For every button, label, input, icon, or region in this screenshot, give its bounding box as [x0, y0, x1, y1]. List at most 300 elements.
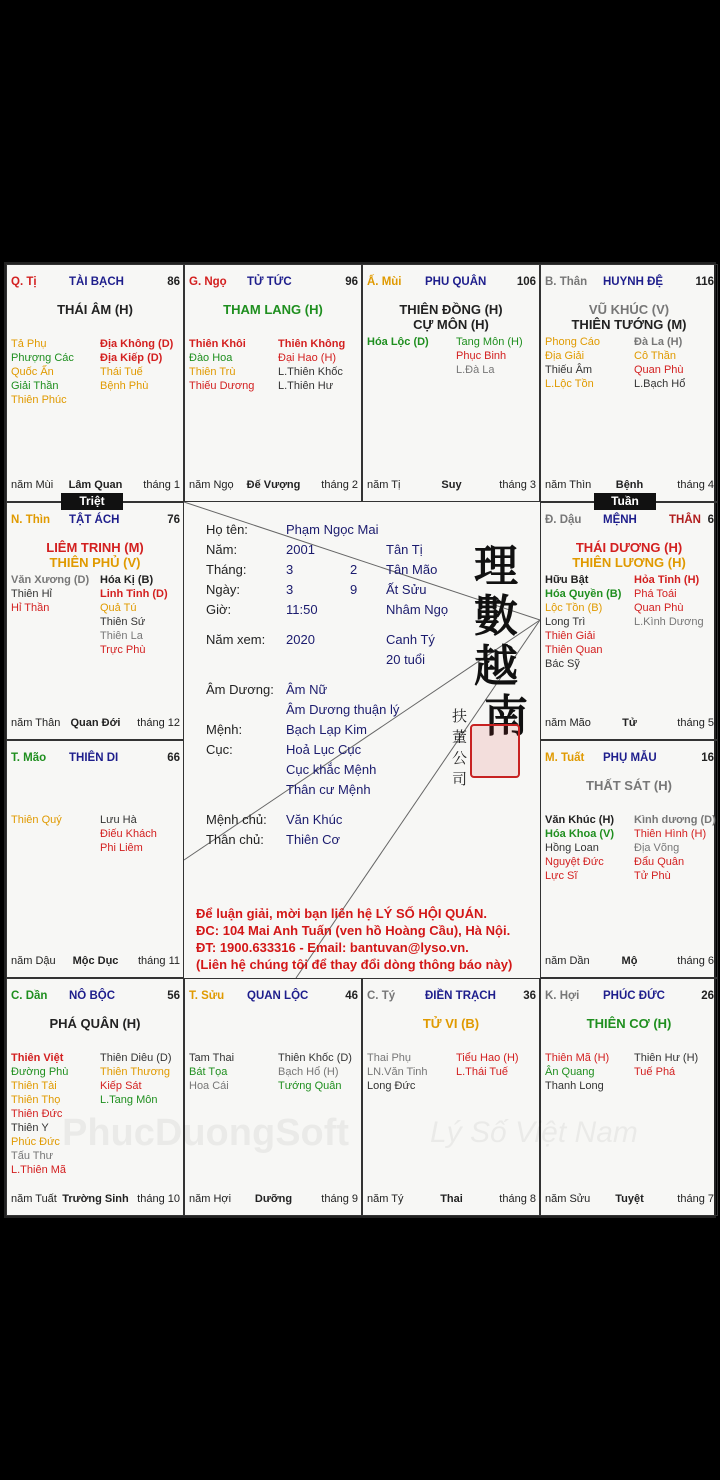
footer-stage: Suy: [441, 479, 462, 491]
main-stars: [185, 302, 361, 317]
minor-star: L.Đà La: [456, 364, 495, 376]
palace-header: [367, 990, 536, 1004]
palace-number: 56: [167, 990, 180, 1002]
palace-footer: [11, 1193, 180, 1207]
notice-line-2: ĐC: 104 Mai Anh Tuấn (ven hồ Hoàng Cầu), Hà Nội.: [196, 923, 511, 938]
palace-header: [189, 990, 358, 1004]
main-stars: [7, 302, 183, 317]
minor-star: Thiên Diêu (D): [100, 1052, 172, 1064]
notice-line-4: (Liên hệ chúng tôi để thay đổi dòng thông báo này): [196, 957, 513, 972]
footer-month: tháng 3: [499, 479, 536, 491]
footer-month: tháng 2: [321, 479, 358, 491]
minor-stars-right: [100, 813, 184, 855]
calligraphy-char-1: 理: [474, 541, 518, 592]
minor-stars-left: [367, 1051, 457, 1093]
nam-can: Tân Tị: [386, 542, 423, 557]
palace-name: MỆNH: [603, 514, 637, 526]
palace-cell-hoi: [540, 978, 718, 1216]
minor-stars-left: [189, 1051, 279, 1093]
palace-than-label: THÂN: [669, 514, 701, 526]
palace-footer: [545, 1193, 714, 1207]
minor-star: Thiên Mã (H): [545, 1052, 610, 1064]
minor-star: Địa Kiếp (D): [100, 352, 163, 364]
minor-star: Thanh Long: [545, 1080, 604, 1092]
palace-name: PHỤ MẪU: [603, 752, 657, 764]
minor-star: L.Tang Môn: [100, 1094, 158, 1106]
palace-number: 66: [167, 752, 180, 764]
minor-star: Kình dương (D): [634, 814, 716, 826]
cuc-value-2: Cục khắc Mệnh: [286, 762, 377, 777]
cuc-label: Cục:: [206, 742, 233, 757]
namxem-can: Canh Tý: [386, 632, 435, 647]
footer-stage: Trường Sinh: [62, 1193, 129, 1205]
notice-line-1: Để luận giải, mời bạn liên hệ LÝ SỐ HỘI QUÁN.: [196, 906, 487, 921]
minor-star: L.Lộc Tồn: [545, 378, 594, 390]
thang-value: 3: [286, 562, 294, 577]
minor-star: Cô Thần: [634, 350, 676, 362]
minor-star: Nguyệt Đức: [545, 856, 604, 868]
palace-cell-ngo: [184, 264, 362, 502]
palace-header: [545, 990, 714, 1004]
minor-star: Thiên Y: [11, 1122, 49, 1134]
calligraphy-char-3: 越: [474, 641, 518, 692]
thang-label: Tháng:: [206, 562, 247, 577]
triet-tag: Triệt: [61, 493, 123, 510]
minor-stars-right: [634, 1051, 718, 1079]
namxem-label: Năm xem:: [206, 632, 266, 647]
minor-star: Đà La (H): [634, 336, 683, 348]
minor-star: Đường Phù: [11, 1066, 69, 1078]
palace-footer: [189, 479, 358, 493]
minor-stars-right: [456, 335, 540, 377]
namxem-value: 2020: [286, 632, 315, 647]
small-calligraphy: [452, 706, 468, 790]
minor-star: Quan Phù: [634, 602, 684, 614]
palace-number: 6: [707, 514, 714, 526]
minor-star: Quốc Ấn: [11, 366, 54, 378]
minor-stars-left: [367, 335, 457, 349]
palace-number: 16: [701, 752, 714, 764]
minor-star: Địa Không (D): [100, 338, 174, 350]
footer-stage: Tuyệt: [615, 1193, 644, 1205]
nam-label: Năm:: [206, 542, 238, 557]
minor-star: Thiên Phúc: [11, 394, 67, 406]
footer-month: tháng 4: [677, 479, 714, 491]
minor-star: Hỏa Tinh (H): [634, 574, 700, 586]
minor-stars-left: [545, 813, 635, 883]
tuoi-value: 20 tuổi: [386, 652, 426, 667]
ho-ten-label: Họ tên:: [206, 522, 248, 537]
main-stars: [541, 302, 717, 332]
watermark-right: Lý Số Việt Nam: [430, 1116, 638, 1149]
main-star: LIÊM TRINH (M): [46, 540, 144, 555]
footer-month: tháng 1: [143, 479, 180, 491]
palace-position: T. Sửu: [189, 990, 225, 1002]
palace-number: 86: [167, 276, 180, 288]
palace-header: [545, 752, 714, 766]
footer-month: tháng 7: [677, 1193, 714, 1205]
palace-position: C. Dần: [11, 990, 48, 1002]
palace-position: K. Hợi: [545, 990, 580, 1002]
minor-stars-right: [634, 813, 718, 883]
menhchu-value: Văn Khúc: [286, 812, 343, 827]
footer-stage: Dưỡng: [254, 1193, 293, 1205]
footer-year: năm Thân: [11, 717, 61, 729]
minor-star: Địa Võng: [634, 842, 680, 854]
minor-stars-right: [100, 573, 184, 657]
ho-ten-value: Phạm Ngọc Mai: [286, 522, 379, 537]
main-star: THẤT SÁT (H): [586, 778, 672, 793]
palace-header: [11, 990, 180, 1004]
minor-stars-right: [456, 1051, 540, 1079]
footer-stage: Bệnh: [615, 479, 644, 491]
minor-stars-left: [189, 337, 279, 393]
palace-position: B. Thân: [545, 276, 588, 288]
minor-star: Thiên Trù: [189, 366, 236, 378]
palace-position: N. Thìn: [11, 514, 50, 526]
ngay-can: Ất Sửu: [386, 582, 427, 597]
minor-star: Tang Môn (H): [456, 336, 523, 348]
minor-star: Thiếu Dương: [189, 380, 255, 392]
gio-label: Giờ:: [206, 602, 232, 617]
palace-footer: [367, 1193, 536, 1207]
palace-name: TÀI BẠCH: [69, 276, 124, 288]
palace-header: [189, 276, 358, 290]
footer-month: tháng 6: [677, 955, 714, 967]
minor-star: Thiên Sứ: [100, 616, 146, 628]
minor-star: LN.Văn Tinh: [367, 1066, 428, 1078]
minor-star: Tuế Phá: [634, 1066, 676, 1078]
palace-name: NÔ BỘC: [69, 990, 115, 1002]
palace-header: [11, 752, 180, 766]
footer-month: tháng 8: [499, 1193, 536, 1205]
minor-star: Thai Phụ: [367, 1052, 412, 1064]
palace-position: M. Tuất: [545, 752, 585, 764]
minor-star: Lộc Tồn (B): [545, 602, 603, 614]
main-stars: [541, 540, 717, 570]
palace-footer: [11, 717, 180, 731]
main-star: THIÊN ĐỒNG (H): [399, 302, 503, 317]
footer-stage: Đế Vượng: [246, 479, 301, 491]
ngay-am: 9: [350, 582, 358, 597]
small-calligraphy-char: 董: [452, 728, 468, 746]
minor-star: Phúc Đức: [11, 1136, 60, 1148]
palace-cell-than_c: [540, 264, 718, 502]
minor-star: Tam Thai: [189, 1052, 235, 1064]
minor-star: Hoa Cái: [189, 1080, 229, 1092]
minor-star: Quan Phù: [634, 364, 684, 376]
palace-number: 46: [345, 990, 358, 1002]
footer-stage: Lâm Quan: [68, 479, 123, 491]
thang-am: 2: [350, 562, 358, 577]
main-stars: [541, 778, 717, 793]
palace-position: G. Ngọ: [189, 276, 227, 288]
palace-footer: [545, 717, 714, 731]
palace-name: QUAN LỘC: [247, 990, 309, 1002]
center-info-panel: [184, 502, 540, 978]
minor-star: Bạch Hổ (H): [278, 1066, 339, 1078]
menh-label: Mệnh:: [206, 722, 243, 737]
cuc-value: Hoả Lục Cục: [286, 742, 362, 757]
cuc-value-3: Thân cư Mệnh: [286, 782, 371, 797]
calligraphy-char-2: 數: [474, 591, 518, 642]
palace-footer: [367, 479, 536, 493]
minor-stars-right: [278, 1051, 362, 1093]
minor-star: Bệnh Phù: [100, 380, 149, 392]
minor-stars-right: [634, 335, 718, 391]
minor-star: Đại Hao (H): [278, 352, 337, 364]
minor-star: Quả Tú: [100, 602, 137, 614]
minor-star: Thiên Khốc (D): [278, 1052, 352, 1064]
minor-star: L.Kình Dương: [634, 616, 704, 628]
palace-name: HUYNH ĐỆ: [603, 276, 664, 288]
footer-month: tháng 12: [137, 717, 180, 729]
minor-star: Hữu Bật: [545, 574, 589, 586]
footer-month: tháng 11: [137, 955, 180, 967]
minor-star: Thiên Khôi: [189, 338, 246, 350]
minor-star: Trực Phù: [100, 644, 146, 656]
thang-can: Tân Mão: [386, 562, 438, 577]
minor-star: Hỉ Thần: [11, 602, 50, 614]
main-star: THÁI ÂM (H): [57, 302, 133, 317]
palace-number: 76: [167, 514, 180, 526]
minor-stars-left: [11, 573, 101, 615]
minor-star: Địa Giải: [545, 350, 585, 362]
minor-star: Hóa Lộc (D): [367, 336, 429, 348]
palace-cell-dan: [6, 978, 184, 1216]
minor-star: Điếu Khách: [100, 828, 157, 840]
minor-star: Phục Binh: [456, 350, 507, 362]
main-star: CỰ MÔN (H): [413, 317, 489, 332]
minor-star: Thiên Đức: [11, 1108, 63, 1120]
minor-star: Thiên Hỉ: [11, 588, 52, 600]
minor-stars-right: [278, 337, 362, 393]
minor-star: Thiên Tài: [11, 1080, 57, 1092]
footer-year: năm Dần: [545, 955, 590, 967]
minor-star: Thiên Hư (H): [634, 1052, 699, 1064]
ngay-value: 3: [286, 582, 294, 597]
minor-star: Văn Khúc (H): [545, 814, 615, 826]
minor-star: Hóa Khoa (V): [545, 828, 615, 840]
amduong-label: Âm Dương:: [206, 682, 274, 697]
palace-name: PHU QUÂN: [425, 276, 487, 288]
footer-month: tháng 5: [677, 717, 714, 729]
minor-stars-left: [545, 335, 635, 391]
palace-cell-thin: [6, 502, 184, 740]
minor-star: L.Thiên Hư: [278, 380, 334, 392]
palace-header: [545, 514, 714, 528]
palace-position: Đ. Dậu: [545, 514, 582, 526]
footer-year: năm Sửu: [545, 1193, 591, 1205]
palace-footer: [189, 1193, 358, 1207]
minor-star: Linh Tinh (D): [100, 588, 168, 600]
footer-year: năm Hợi: [189, 1193, 232, 1205]
gio-can: Nhâm Ngọ: [386, 602, 449, 617]
amduong-value: Âm Nữ: [286, 682, 328, 697]
tuan-tag: Tuần: [594, 493, 656, 510]
small-calligraphy-char: 扶: [452, 707, 468, 725]
amduong-value-2: Âm Dương thuận lý: [286, 702, 400, 717]
minor-stars-left: [11, 337, 101, 407]
minor-star: Tấu Thư: [11, 1150, 54, 1162]
minor-star: L.Bạch Hổ: [634, 378, 686, 390]
minor-star: Kiếp Sát: [100, 1080, 142, 1092]
palace-name: PHÚC ĐỨC: [603, 990, 665, 1002]
palace-position: T. Mão: [11, 752, 47, 764]
footer-month: tháng 10: [137, 1193, 180, 1205]
footer-year: năm Mão: [545, 717, 591, 729]
footer-stage: Thai: [440, 1193, 463, 1205]
minor-star: Tiểu Hao (H): [456, 1052, 519, 1064]
minor-star: Phi Liêm: [100, 842, 143, 854]
minor-star: Tả Phụ: [11, 338, 47, 350]
footer-year: năm Tị: [367, 479, 401, 491]
minor-star: Thiên La: [100, 630, 143, 642]
main-star: VŨ KHÚC (V): [588, 302, 670, 317]
minor-star: Hóa Quyền (B): [545, 588, 622, 600]
minor-star: Bác Sỹ: [545, 658, 580, 670]
main-stars: [7, 1016, 183, 1031]
nam-value: 2001: [286, 542, 315, 557]
palace-number: 96: [345, 276, 358, 288]
palace-header: [11, 514, 180, 528]
gio-value: 11:50: [286, 602, 318, 617]
minor-star: Long Đức: [367, 1080, 416, 1092]
minor-stars-left: [11, 813, 101, 827]
notice-line-3: ĐT: 1900.633316 - Email: bantuvan@lyso.vn.: [196, 940, 469, 955]
minor-star: Phượng Các: [11, 352, 74, 364]
main-star: THIÊN PHỦ (V): [49, 555, 141, 570]
minor-star: L.Thiên Mã: [11, 1164, 67, 1176]
thanchu-label: Thân chủ:: [206, 832, 264, 847]
minor-star: L.Thái Tuế: [456, 1066, 508, 1078]
minor-star: Lực Sĩ: [545, 870, 578, 882]
minor-stars-left: [545, 573, 635, 671]
palace-number: 106: [516, 276, 536, 288]
minor-star: Đào Hoa: [189, 352, 233, 364]
minor-star: Thiên Quý: [11, 814, 62, 826]
footer-year: năm Dậu: [11, 955, 56, 967]
main-star: THIÊN CƠ (H): [586, 1016, 672, 1031]
palace-position: Q. Tị: [11, 276, 37, 288]
main-star: THÁI DƯƠNG (H): [575, 540, 683, 555]
palace-cell-tuat: [540, 740, 718, 978]
palace-cell-suu: [184, 978, 362, 1216]
main-star: THIÊN TƯỚNG (M): [571, 317, 687, 332]
footer-stage: Mộc Dục: [72, 955, 119, 967]
red-seal-stamp: [470, 724, 520, 778]
palace-name: THIÊN DI: [69, 752, 119, 764]
ngay-label: Ngày:: [206, 582, 240, 597]
palace-name: ĐIỀN TRẠCH: [425, 990, 496, 1002]
minor-star: Thái Tuế: [100, 366, 143, 378]
minor-stars-left: [545, 1051, 635, 1093]
palace-position: C. Tý: [367, 990, 396, 1002]
minor-star: Bát Tọa: [189, 1066, 228, 1078]
minor-star: Thiên Việt: [11, 1052, 64, 1064]
palace-name: TẬT ÁCH: [69, 514, 120, 526]
minor-star: Phong Cáo: [545, 336, 601, 348]
palace-footer: [11, 955, 180, 969]
minor-star: Long Trì: [545, 616, 586, 628]
watermark-left: PhucDuongSoft: [62, 1112, 350, 1154]
main-star: THAM LANG (H): [223, 302, 323, 317]
small-calligraphy-char: 公: [452, 749, 468, 767]
footer-year: năm Mùi: [11, 479, 54, 491]
minor-star: Thiên Không: [278, 338, 346, 350]
palace-cell-dau: [540, 502, 718, 740]
minor-star: Ân Quang: [545, 1066, 595, 1078]
palace-header: [367, 276, 536, 290]
palace-header: [545, 276, 714, 290]
main-stars: [363, 1016, 539, 1031]
minor-stars-right: [634, 573, 718, 629]
palace-number: 26: [701, 990, 714, 1002]
palace-number: 36: [523, 990, 536, 1002]
minor-star: Thiên Quan: [545, 644, 603, 656]
minor-star: L.Thiên Khốc: [278, 366, 343, 378]
footer-month: tháng 9: [321, 1193, 358, 1205]
footer-year: năm Tuất: [11, 1193, 57, 1205]
minor-star: Hồng Loan: [545, 842, 599, 854]
footer-stage: Quan Đới: [70, 717, 121, 729]
horoscope-chart: [4, 262, 716, 1218]
small-calligraphy-char: 司: [452, 770, 468, 788]
minor-star: Lưu Hà: [100, 814, 137, 826]
minor-star: Tử Phù: [634, 870, 671, 882]
minor-stars-right: [100, 337, 184, 393]
main-stars: [7, 540, 183, 570]
main-stars: [541, 1016, 717, 1031]
minor-star: Thiếu Âm: [545, 364, 593, 376]
palace-name: TỬ TỨC: [247, 276, 292, 288]
menhchu-label: Mệnh chủ:: [206, 812, 267, 827]
minor-star: Thiên Hình (H): [634, 828, 707, 840]
footer-stage: Mộ: [621, 955, 638, 967]
palace-footer: [545, 955, 714, 969]
calligraphy-char-4: 南: [484, 691, 528, 742]
minor-star: Thiên Thương: [100, 1066, 171, 1078]
palace-number: 116: [695, 276, 714, 288]
footer-stage: Tử: [622, 717, 637, 729]
minor-star: Thiên Thọ: [11, 1094, 61, 1106]
footer-year: năm Tý: [367, 1193, 404, 1205]
palace-header: [11, 276, 180, 290]
minor-star: Giải Thần: [11, 380, 59, 392]
menh-value: Bạch Lạp Kim: [286, 722, 367, 737]
palace-footer: [11, 479, 180, 493]
main-star: TỬ VI (B): [422, 1016, 480, 1031]
minor-star: Thiên Giải: [545, 630, 596, 642]
minor-star: Đẩu Quân: [634, 856, 685, 868]
minor-star: Hóa Kị (B): [100, 574, 154, 586]
minor-stars-right: [100, 1051, 184, 1107]
minor-star: Văn Xương (D): [11, 574, 90, 586]
footer-year: năm Thìn: [545, 479, 592, 491]
main-star: THIÊN LƯƠNG (H): [572, 555, 686, 570]
palace-footer: [545, 479, 714, 493]
palace-cell-mao: [6, 740, 184, 978]
palace-cell-mui: [362, 264, 540, 502]
palace-position: Ấ. Mùi: [367, 276, 402, 288]
main-stars: [363, 302, 539, 332]
minor-star: Tướng Quân: [278, 1080, 342, 1092]
footer-year: năm Ngọ: [189, 479, 234, 491]
palace-cell-ti: [6, 264, 184, 502]
thanchu-value: Thiên Cơ: [286, 832, 341, 847]
main-star: PHÁ QUÂN (H): [49, 1016, 141, 1031]
palace-cell-ty: [362, 978, 540, 1216]
